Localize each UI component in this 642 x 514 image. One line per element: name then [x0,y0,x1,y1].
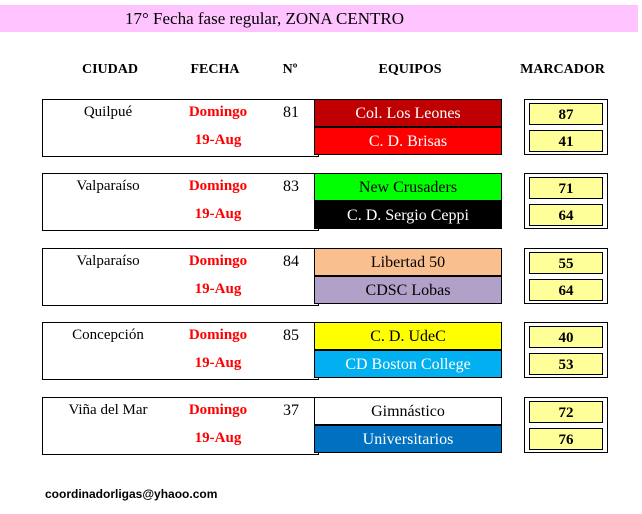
day: Domingo [188,327,248,343]
team-away: Universitarios [314,425,502,453]
score-box [524,397,608,453]
game-info [42,397,319,455]
city: Concepción [72,327,144,343]
game-row [0,322,642,380]
date: 19-Aug [194,206,242,222]
game-number: 85 [283,327,299,344]
header-marcador: MARCADOR [520,62,605,77]
header-number: Nº [282,62,298,77]
score-box [524,173,608,229]
title-bar [0,5,638,32]
score-home: 40 [529,326,603,348]
game-info [42,248,319,306]
game-row [0,248,642,306]
day: Domingo [188,104,248,120]
score-box [524,322,608,378]
game-row [0,99,642,157]
contact-email: coordinadorligas@yhaoo.com [45,487,218,501]
score-home: 71 [529,177,603,199]
game-info [42,322,319,380]
game-info [42,99,319,157]
team-home: New Crusaders [314,173,502,201]
team-home: Col. Los Leones [314,99,502,127]
score-away: 76 [529,428,603,450]
day: Domingo [188,402,248,418]
team-home: Gimnástico [314,397,502,425]
score-box [524,99,608,155]
date: 19-Aug [194,281,242,297]
page-title: 17° Fecha fase regular, ZONA CENTRO [125,9,404,28]
city: Valparaíso [76,178,140,194]
score-away: 53 [529,353,603,375]
game-number: 81 [283,104,299,121]
score-home: 55 [529,252,603,274]
date: 19-Aug [194,132,242,148]
city: Quilpué [83,104,133,120]
header-equipos: EQUIPOS [378,62,442,77]
day: Domingo [188,178,248,194]
team-away: C. D. Sergio Ceppi [314,201,502,229]
day: Domingo [188,253,248,269]
date: 19-Aug [194,355,242,371]
game-number: 84 [283,253,299,270]
game-number: 83 [283,178,299,195]
game-row [0,173,642,231]
score-home: 87 [529,103,603,125]
team-home: Libertad 50 [314,248,502,276]
team-away: C. D. Brisas [314,127,502,155]
score-box [524,248,608,304]
city: Viña del Mar [68,402,148,418]
score-away: 64 [529,279,603,301]
header-fecha: FECHA [190,62,240,77]
game-row [0,397,642,455]
score-away: 64 [529,204,603,226]
date: 19-Aug [194,430,242,446]
team-away: CD Boston College [314,350,502,378]
city: Valparaíso [76,253,140,269]
team-away: CDSC Lobas [314,276,502,304]
score-away: 41 [529,130,603,152]
header-ciudad: CIUDAD [82,62,138,77]
score-home: 72 [529,401,603,423]
game-info [42,173,319,231]
game-number: 37 [283,402,299,419]
team-home: C. D. UdeC [314,322,502,350]
